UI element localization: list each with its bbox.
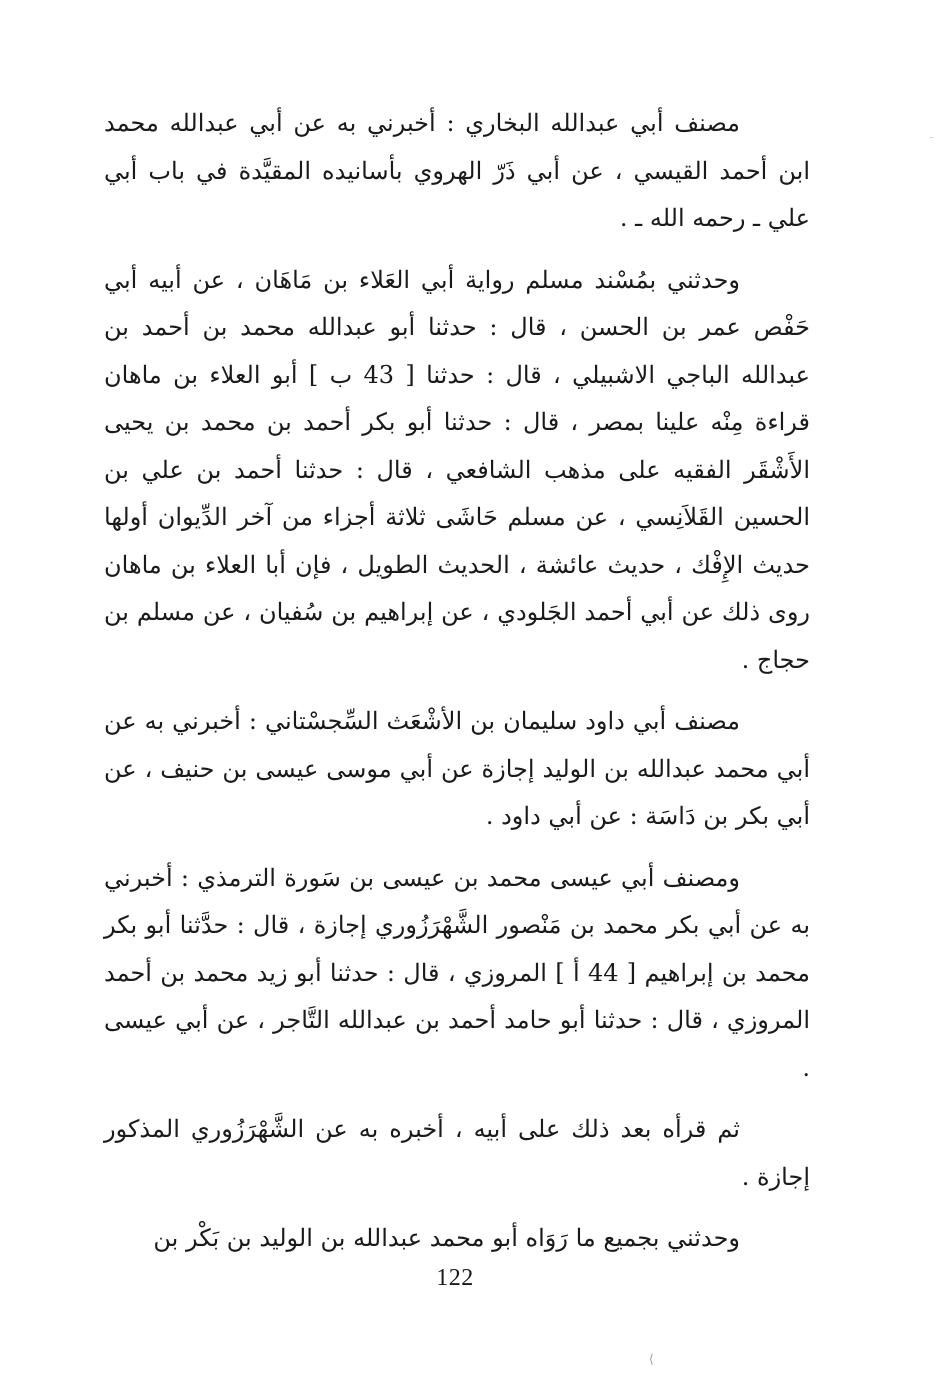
paragraph-abu-dawud: مصنف أبي داود سليمان بن الأشْعَث السِّجسْتاني : أخبرني به عن أبي محمد عبدالله بن الوليد إجازة عن أبي موسى عيسى بن حنيف ، عن أبي بكر بن دَاسَة : عن أبي داود . (104, 707, 810, 830)
paragraph-continuation: وحدثني بجميع ما رَوَاه أبو محمد عبدالله بن الوليد بن بَكْر بن (153, 1224, 740, 1252)
paragraph-tirmidhi: ومصنف أبي عيسى محمد بن عيسى بن سَورة الترمذي : أخبرني به عن أبي بكر محمد بن مَنْصور الشَّهْرَزُوري إجازة ، قال : حدَّثنا أبو بكر محمد بن إبراهيم [ 44 أ ] المروزي ، قال : حدثنا أبو زيد محمد بن أحمد المروزي ، قال : حدثنا أبو حامد أحمد بن عبدالله التَّاجر ، عن أبي عيسى . (104, 863, 810, 1082)
page-number: 122 (436, 1265, 474, 1291)
body-text (104, 100, 810, 1277)
paragraph-muslim: وحدثني بمُسْند مسلم رواية أبي العَلاء بن مَاهَان ، عن أبيه أبي حَفْص عمر بن الحسن ، قال : حدثنا أبو عبدالله محمد بن أحمد بن عبدالله الباجي الاشبيلي ، قال : حدثنا [ 43 ب ] أبو العلاء بن ماهان قراءة مِنْه علينا بمصر ، قال : حدثنا أبو بكر أحمد بن محمد بن يحيى الأَشْقَر الفقيه على مذهب الشافعي ، قال : حدثنا أحمد بن علي بن الحسين القَلاَنِسي ، عن مسلم حَاشَى ثلاثة أجزاء من آخر الدِّيوان أولها حديث الإِفْك ، حديث عائشة ، الحديث الطويل ، فإن أبا العلاء بن ماهان روى ذلك عن أبي أحمد الجَلودي ، عن إبراهيم بن سُفيان ، عن مسلم بن حجاج . (104, 265, 810, 674)
paragraph-reading: ثم قرأه بعد ذلك على أبيه ، أخبره به عن الشَّهْرَزُوري المذكور إجازة . (104, 1115, 810, 1191)
corner-mark: ⟨ (649, 1352, 654, 1366)
paragraph-bukhari: مصنف أبي عبدالله البخاري : أخبرني به عن أبي عبدالله محمد ابن أحمد القيسي ، عن أبي ذَرّ الهروي بأسانيده المقيَّدة في باب أبي علي ـ رحمه الله ـ . (104, 109, 810, 232)
margin-tick: ـ (930, 130, 933, 141)
